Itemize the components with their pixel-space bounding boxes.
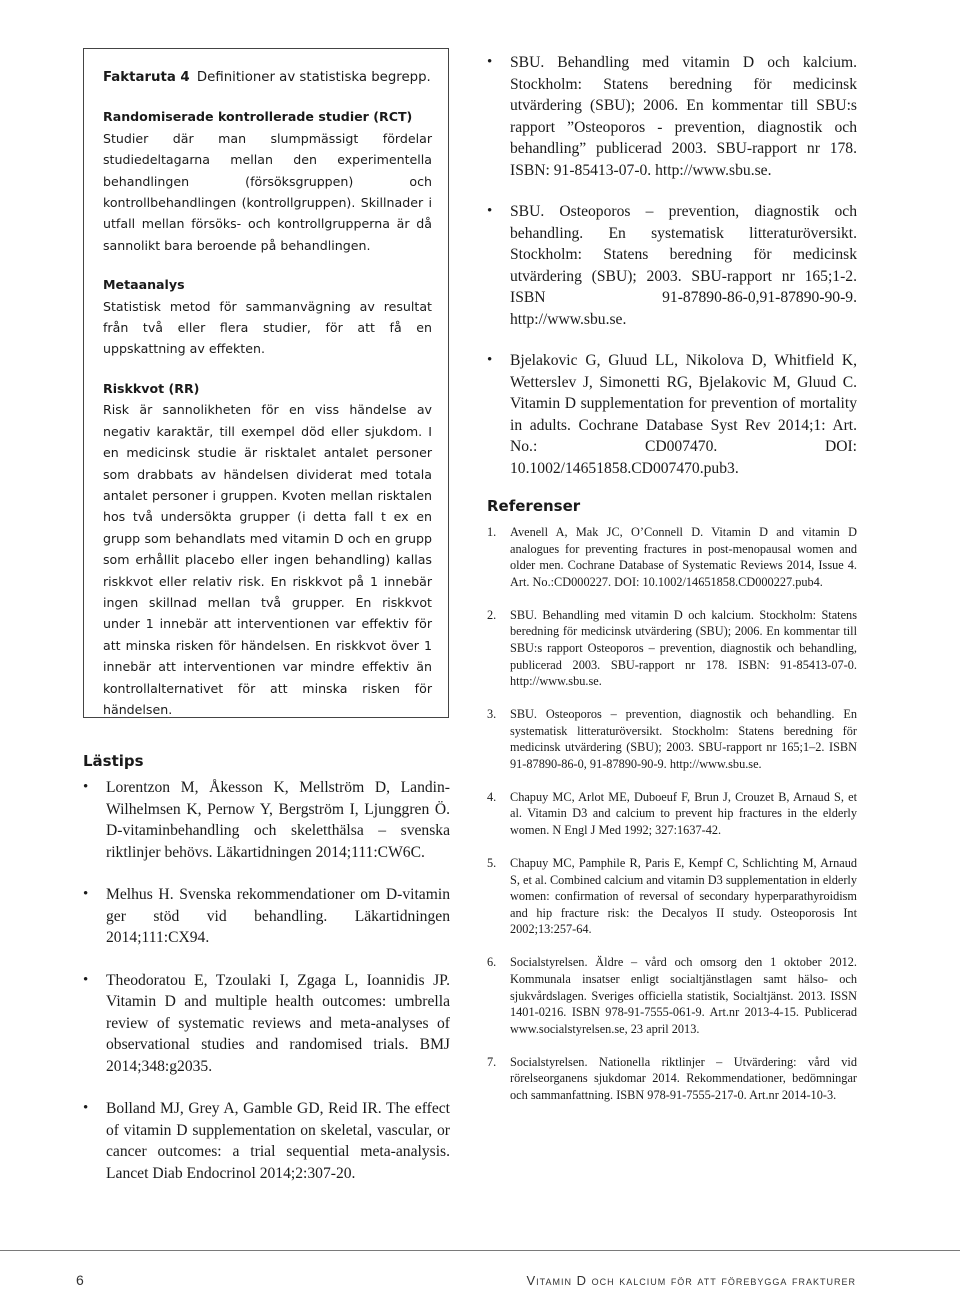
- fact-box-title: Definitioner av statistiska begrepp.: [196, 70, 431, 85]
- reference-item: [487, 855, 857, 938]
- reference-number: 3.: [487, 707, 497, 722]
- reading-tips-list: [83, 777, 450, 1205]
- fact-box-header: [103, 67, 432, 88]
- reference-text: SBU. Behandling med vitamin D och kalcium. Stockholm: Statens beredning för medicinsk utvärdering (SBU); 2006. En kommentar till SBU:s rapport Osteoporos – prevention, diagnostik och behandling, publicerad 2003. SBU-rapport nr 178. ISBN: 91-85413-07-0. http://www.sbu.se.: [510, 607, 857, 689]
- fact-box-label: Faktaruta 4: [103, 70, 190, 85]
- footer-divider: [0, 1250, 960, 1251]
- reading-tips-list-continued: [487, 52, 857, 499]
- reading-tip-item: • Lorentzon M, Åkesson K, Mellström D, Landin-Wilhelmsen K, Pernow Y, Bergström I, Ljunggren Ö. D-vitaminbehandling och skeletthälsa – svenska riktlinjer behövs. Läkartidningen 2014;111:CW6C.: [83, 777, 450, 863]
- reading-tip-item: • SBU. Behandling med vitamin D och kalcium. Stockholm: Statens beredning för medicinsk utvärdering (SBU); 2006. En kommentar till SBU:s rapport ”Osteoporos - prevention, diagnostik och behandling” publicerad 2003. SBU-rapport nr 178. ISBN: 91-85413-07-0. http://www.sbu.se.: [487, 52, 857, 181]
- definition-term: Riskkvot (RR): [103, 380, 200, 396]
- references-list: [487, 524, 857, 1120]
- references-heading: Referenser: [487, 497, 581, 515]
- running-title: Vitamin D och kalcium för att förebygga frakturer: [526, 1273, 856, 1288]
- reference-number: 1.: [487, 525, 497, 539]
- reference-item: [487, 524, 857, 590]
- reference-item: [487, 954, 857, 1037]
- reference-text: Chapuy MC, Pamphile R, Paris E, Kempf C, Schlichting M, Arnaud S, et al. Combined calcium and vitamin D3 supplementation in elderly women: confirmation of reversal of secondary hyperparathyroidism and hip fracture risk: the Decalyos II study. Osteoporosis Int 2002;13:257-64.: [510, 856, 857, 937]
- definition-text: Statistisk metod för sammanvägning av resultat från två eller flera studier, för att få en uppskattning av effekten.: [103, 298, 432, 357]
- reference-item: [487, 607, 857, 690]
- reading-tip-item: • Theodoratou E, Tzoulaki I, Zgaga L, Ioannidis JP. Vitamin D and multiple health outcomes: umbrella review of systematic reviews and meta-analyses of observational studies and randomised trials. BMJ 2014;348:g2035.: [83, 970, 450, 1078]
- definition-text: Risk är sannolikheten för en viss händelse av negativ karaktär, till exempel död eller sjukdom. I en medicinsk studie är risktalet antalet personer som drabbats av händelsen dividerat med totala antalet personer i gruppen. Kvoten mellan risktalen hos två undersökta grupper (i detta fall t ex en grupp som behandlats med vitamin D och en grupp som erhållit placebo eller ingen behandling) kallas riskkvot eller relativ risk. En riskkvot på 1 innebär ingen skillnad mellan två grupper. En riskkvot under 1 innebär att interventionen var effektiv för att minska risken för händelsen. En riskkvot över 1 innebär att interventionen var mindre effektiv än kontrollalternativet för att minska risken för händelsen.: [103, 402, 432, 717]
- fact-box: [83, 48, 449, 718]
- reading-tip-item: • Bjelakovic G, Gluud LL, Nikolova D, Whitfield K, Wetterslev J, Simonetti RG, Bjelakovic M, Gluud C. Vitamin D supplementation for prevention of mortality in adults. Cochrane Database Syst Rev 2014;1: Art. No.: CD007470. DOI: 10.1002/14651858.CD007470.pub3.: [487, 350, 857, 479]
- reference-text: Avenell A, Mak JC, O’Connell D. Vitamin D and vitamin D analogues for preventing fractures in post-menopausal women and older men. Cochrane Database of Systematic Reviews 2014, Issue 4. Art. No.:CD000227. DOI: 10.1002/14651858.CD000227.pub4.: [510, 525, 857, 589]
- reference-item: [487, 706, 857, 772]
- reference-number: 5.: [487, 856, 497, 871]
- reading-tip-item: • Bolland MJ, Grey A, Gamble GD, Reid IR. The effect of vitamin D supplementation on skeletal, vascular, or cancer outcomes: a trial sequential meta-analysis. Lancet Diab Endocrinol 2014;2:307-20.: [83, 1098, 450, 1184]
- reference-item: [487, 789, 857, 839]
- definition-riskkvot: [103, 378, 432, 721]
- reference-number: 2.: [487, 607, 497, 622]
- definition-rct: [103, 106, 432, 256]
- reading-tips-heading: Lästips: [83, 752, 144, 770]
- reference-text: Chapuy MC, Arlot ME, Duboeuf F, Brun J, Crouzet B, Arnaud S, et al. Vitamin D3 and calcium to prevent hip fractures in the elderly women. N Engl J Med 1992; 327:1637-42.: [510, 789, 857, 838]
- definition-term: Metaanalys: [103, 277, 185, 293]
- definition-term: Randomiserade kontrollerade studier (RCT): [103, 109, 413, 125]
- reference-text: Socialstyrelsen. Äldre – vård och omsorg den 1 oktober 2012. Kommunala insatser enligt socialtjänstlagen samt hälso- och sjukvårdslagen. Sveriges officiella statistik, Socialtjänst. 2013. ISSN 1401-0216. ISBN 978-91-7555-061-9. Art.nr 2013-4-15. Publicerad www.socialstyrelsen.se, 23 april 2013.: [510, 955, 857, 1036]
- reference-number: 4.: [487, 789, 497, 804]
- page-number: 6: [76, 1272, 84, 1288]
- reading-tip-item: • SBU. Osteoporos – prevention, diagnostik och behandling. En systematisk litteraturöversikt. Stockholm: Statens beredning för medicinsk utvärdering (SBU); 2003. SBU-rapport nr 165;1-2. ISBN 91-87890-86-0,91-87890-90-9. http://www.sbu.se.: [487, 201, 857, 330]
- definition-metaanalys: [103, 274, 432, 360]
- definition-text: Studier där man slumpmässigt fördelar studiedeltagarna mellan den experimentella behandlingen (försöksgruppen) och kontrollbehandlingen (kontrollgruppen). Skillnader i utfall mellan försöks- och kontrollgrupperna är då sannolikt bara beroende på behandlingen.: [103, 130, 432, 253]
- reference-number: 6.: [487, 955, 497, 970]
- reference-text: Socialstyrelsen. Nationella riktlinjer – Utvärdering: vård vid rörelseorganens sjukdomar 2014. Rekommendationer, bedömningar och sammanfattning. ISBN 978-91-7555-217-0. Art.nr 2014-10-3.: [510, 1054, 857, 1102]
- reference-number: 7.: [487, 1054, 497, 1069]
- reading-tip-item: • Melhus H. Svenska rekommendationer om D-vitamin ger stöd vid behandling. Läkartidningen 2014;111:CX94.: [83, 884, 450, 949]
- reference-text: SBU. Osteoporos – prevention, diagnostik och behandling. En systematisk litteraturöversikt. Stockholm: Statens beredning för medicinsk utvärdering (SBU); 2003. SBU-rapport nr 165;1–2. ISBN 91-87890-86-0, 91-87890-90-9. http://www.sbu.se.: [510, 707, 857, 771]
- reference-item: [487, 1054, 857, 1104]
